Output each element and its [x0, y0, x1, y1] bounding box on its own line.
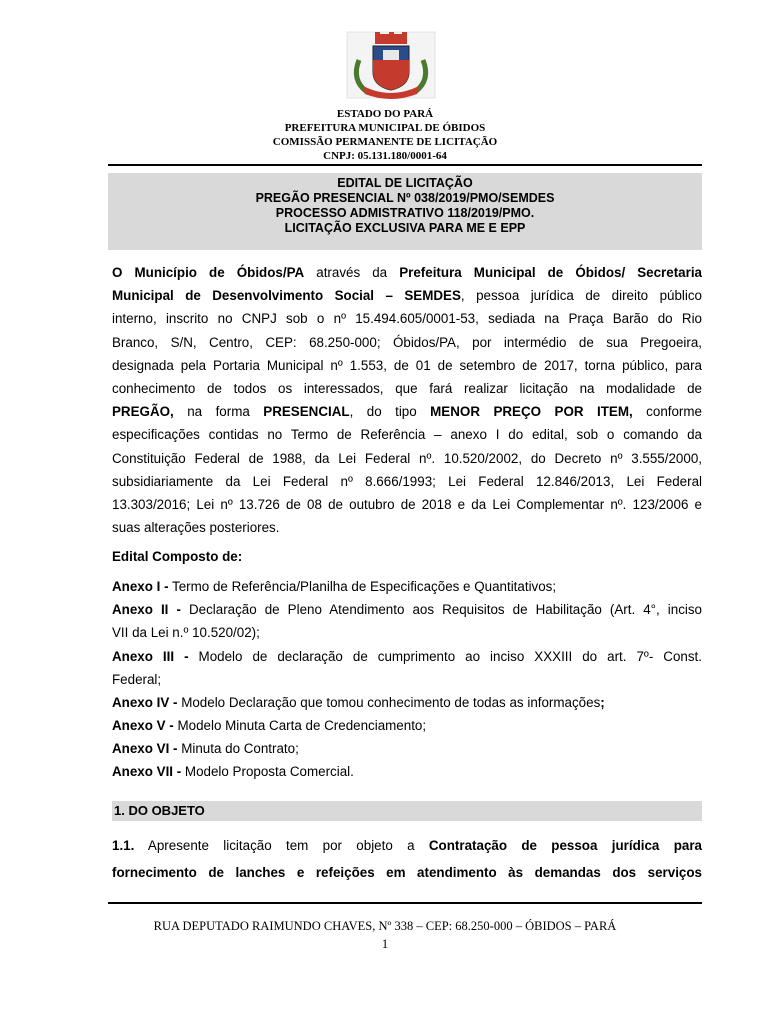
annex-item — [112, 575, 702, 598]
intro-paragraph — [112, 261, 702, 539]
municipality-name: O Município de Óbidos/PA — [112, 265, 305, 280]
title-line-4: LICITAÇÃO EXCLUSIVA PARA ME E EPP — [284, 221, 526, 235]
section1-line — [112, 859, 702, 886]
annex-label: Anexo IV - — [112, 695, 178, 710]
intro-text: através da — [304, 265, 400, 280]
annex-item — [112, 760, 702, 783]
annex-text: Modelo de declaração de cumprimento ao inciso XXXIII do art. 7º- Const. — [188, 649, 702, 664]
modality: PREGÃO, — [112, 404, 174, 420]
section-heading-objeto: 1. DO OBJETO — [112, 801, 702, 821]
header-cnpj: CNPJ: 05.131.180/0001-64 — [323, 150, 447, 162]
header-state: ESTADO DO PARÁ — [336, 108, 434, 120]
annex-item — [112, 714, 702, 737]
header-commission: COMISSÃO PERMANENTE DE LICITAÇÃO — [272, 136, 498, 148]
title-line-1: EDITAL DE LICITAÇÃO — [337, 176, 473, 190]
composed-heading — [112, 545, 702, 568]
intro-line: designada pela Portaria Municipal nº 1.553, de 01 de setembro de 2017, torna público, para — [112, 357, 702, 373]
intro-line: Constituição Federal de 1988, da Lei Federal nº. 10.520/2002, do Decreto nº 3.555/2000, — [112, 450, 702, 466]
annex-label: Anexo V - — [112, 718, 174, 733]
page-number: 1 — [381, 937, 389, 951]
annex-text: Minuta do Contrato; — [177, 741, 299, 756]
annex-text: Modelo Minuta Carta de Credenciamento; — [173, 718, 427, 733]
annex-label: Anexo VI - — [112, 741, 178, 756]
intro-line: interno, inscrito no CNPJ sob o nº 15.494.605/0001-53, sediada na Praça Barão do Rio — [112, 311, 702, 327]
intro-line — [112, 284, 702, 307]
annex-label: Anexo III - — [112, 649, 189, 664]
intro-line: especificações contidas no Termo de Referência – anexo I do edital, sob o comando da — [112, 427, 702, 443]
intro-text: conforme — [632, 404, 702, 420]
annex-text: Modelo Declaração que tomou conhecimento de todas as informações — [177, 695, 601, 710]
annex-end: ; — [600, 695, 605, 710]
annex-item — [112, 691, 702, 714]
intro-line: suas alterações posteriores. — [112, 520, 280, 536]
footer-address: RUA DEPUTADO RAIMUNDO CHAVES, Nº 338 – CEP: 68.250-000 – ÓBIDOS – PARÁ — [153, 919, 617, 933]
clause-bold: Contratação de pessoa jurídica para — [428, 838, 702, 853]
annex-line — [112, 645, 702, 668]
annex-text: Declaração de Pleno Atendimento aos Requisitos de Habilitação (Art. 4°, inciso — [180, 602, 703, 617]
prefecture-name: Prefeitura Municipal de Óbidos/ Secretaria — [399, 265, 703, 280]
annex-text: Termo de Referência/Planilha de Especificações e Quantitativos; — [168, 579, 557, 594]
intro-line: 13.303/2016; Lei nº 13.726 de 08 de outubro de 2018 e da Lei Complementar nº. 123/2006 e — [112, 497, 702, 513]
intro-line — [112, 261, 702, 284]
annex-line: Federal; — [112, 672, 162, 688]
header-divider — [108, 164, 702, 166]
footer-divider — [108, 902, 702, 904]
annex-label: Anexo I - — [112, 579, 169, 594]
annex-label: Anexo VII - — [112, 764, 182, 779]
annex-item — [112, 598, 702, 644]
type: MENOR PREÇO POR ITEM, — [430, 404, 633, 420]
clause-number: 1.1. — [112, 838, 135, 853]
annex-text: Modelo Proposta Comercial. — [181, 764, 354, 779]
document-title-box — [108, 173, 702, 250]
clause-text: Apresente licitação tem por objeto a — [134, 838, 429, 853]
intro-line: Branco, S/N, Centro, CEP: 68.250-000; Óbidos/PA, por intermédio de sua Pregoeira, — [112, 334, 702, 350]
form: PRESENCIAL — [263, 404, 350, 420]
annex-item — [112, 645, 702, 691]
municipal-coat-of-arms-icon — [345, 30, 437, 100]
composed-heading-text: Edital Composto de: — [112, 549, 243, 564]
intro-text: , pessoa jurídica de direito público — [460, 288, 702, 304]
section1-paragraph — [112, 832, 702, 886]
intro-text: na forma — [173, 404, 264, 420]
annex-line — [112, 598, 702, 621]
annex-item — [112, 737, 702, 760]
header-prefecture: PREFEITURA MUNICIPAL DE ÓBIDOS — [284, 122, 486, 134]
intro-line: conhecimento de todos os interessados, que fará realizar licitação na modalidade de — [112, 381, 702, 397]
clause-bold: fornecimento de lanches e refeições em atendimento às demandas dos serviços — [112, 865, 702, 880]
title-line-3: PROCESSO ADMISTRATIVO 118/2019/PMO. — [275, 206, 535, 220]
section1-line — [112, 832, 702, 859]
intro-line: subsidiariamente da Lei Federal nº 8.666/1993; Lei Federal 12.846/2013, Lei Federal — [112, 473, 702, 489]
annex-label: Anexo II - — [112, 602, 181, 617]
intro-text: , do tipo — [349, 404, 431, 420]
intro-line — [112, 400, 702, 423]
annex-line: VII da Lei n.º 10.520/02); — [112, 625, 260, 641]
secretariat-name: Municipal de Desenvolvimento Social – SEMDES — [112, 288, 461, 304]
title-line-2: PREGÃO PRESENCIAL Nº 038/2019/PMO/SEMDES — [255, 191, 555, 205]
